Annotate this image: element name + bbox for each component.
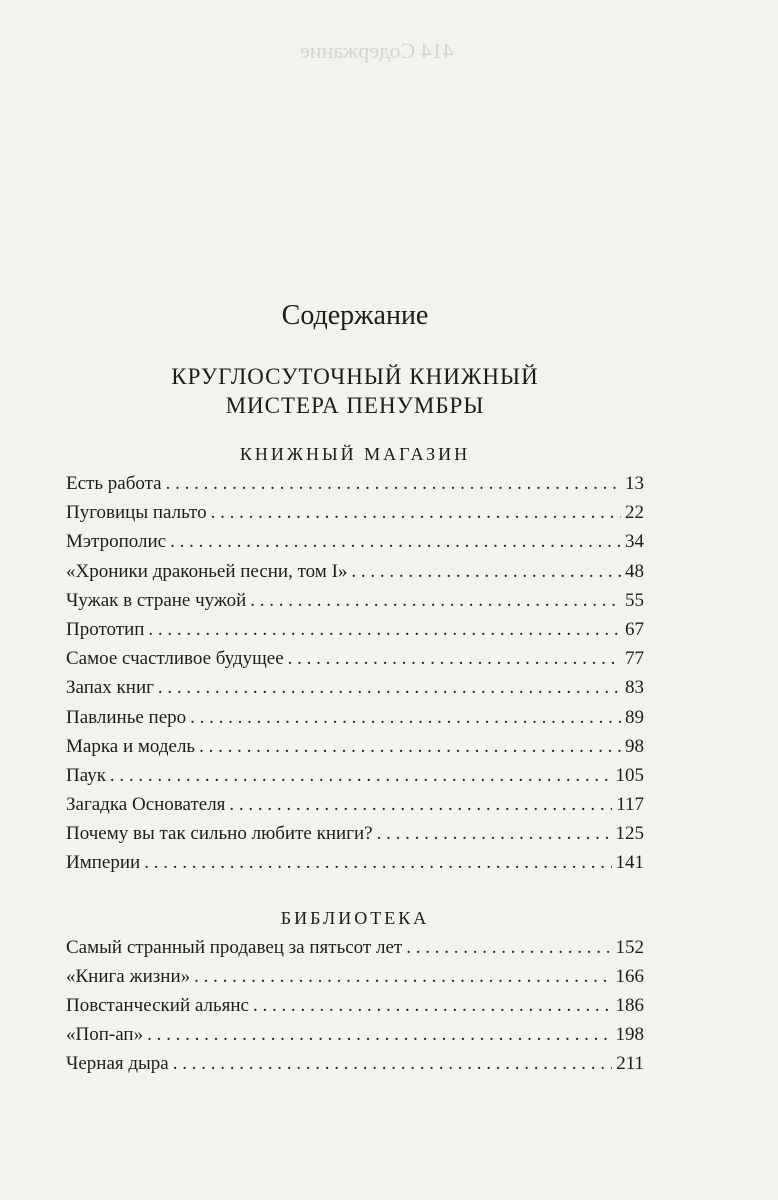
toc-entry-page-number: 166: [615, 965, 644, 987]
toc-entry-page-number: 34: [625, 531, 644, 553]
toc-list-library: [66, 937, 644, 1083]
toc-entry: [66, 707, 644, 736]
dot-leader: [288, 648, 621, 670]
toc-entry-label: Самое счастливое будущее: [66, 648, 284, 670]
toc-entry-label: Запах книг: [66, 677, 154, 699]
toc-entry-page-number: 77: [625, 648, 644, 670]
toc-entry: [66, 677, 644, 706]
dot-leader: [170, 531, 621, 553]
toc-entry-label: Империи: [66, 852, 141, 874]
toc-entry: [66, 619, 644, 648]
dot-leader: [377, 823, 612, 845]
toc-entry-label: Марка и модель: [66, 735, 196, 757]
book-title-line-2: МИСТЕРА ПЕНУМБРЫ: [225, 393, 485, 418]
book-title-line-1: КРУГЛОСУТОЧНЫЙ КНИЖНЫЙ: [171, 364, 539, 389]
toc-entry-page-number: 141: [615, 852, 644, 874]
toc-entry-label: Повстанческий альянс: [66, 995, 249, 1016]
dot-leader: [166, 473, 621, 495]
toc-entry: [66, 1053, 644, 1082]
dot-leader: [190, 707, 621, 729]
toc-entry-page-number: 67: [625, 618, 644, 640]
dot-leader: [211, 502, 621, 524]
toc-entry-page-number: 211: [616, 1053, 644, 1075]
toc-entry-label: Есть работа: [66, 473, 162, 494]
dot-leader: [199, 736, 621, 758]
toc-entry-label: Прототип: [66, 618, 145, 640]
toc-entry: [66, 823, 644, 852]
toc-entry-label: Павлинье перо: [66, 706, 187, 728]
toc-entry-label: Чужак в стране чужой: [66, 589, 247, 611]
dot-leader: [406, 937, 611, 959]
toc-entry: [66, 473, 644, 502]
bleed-through-header: 414 Содержание: [300, 38, 454, 63]
toc-page: [66, 300, 644, 1083]
dot-leader: [148, 619, 621, 641]
toc-entry: [66, 502, 644, 531]
toc-entry-page-number: 89: [625, 706, 644, 728]
toc-entry: [66, 648, 644, 677]
toc-entry-page-number: 55: [625, 589, 644, 611]
dot-leader: [229, 794, 612, 816]
toc-entry: [66, 966, 644, 995]
toc-entry: [66, 590, 644, 619]
page-title: Содержание: [281, 300, 429, 331]
toc-entry: [66, 561, 644, 590]
toc-entry-page-number: 125: [615, 823, 644, 845]
toc-list-bookstore: [66, 473, 644, 882]
toc-entry-page-number: 152: [615, 936, 644, 958]
toc-entry-label: «Книга жизни»: [66, 965, 191, 987]
toc-entry: [66, 852, 644, 881]
dot-leader: [194, 966, 611, 988]
book-title: [66, 362, 644, 420]
toc-entry-label: Почему вы так сильно любите книги?: [66, 823, 373, 845]
dot-leader: [351, 561, 621, 583]
toc-entry-page-number: 48: [625, 560, 644, 582]
toc-entry-page-number: 117: [616, 794, 644, 816]
dot-leader: [110, 765, 612, 787]
toc-entry-label: «Хроники драконьей песни, том I»: [66, 560, 348, 582]
toc-entry-label: Самый странный продавец за пятьсот лет: [66, 936, 403, 958]
toc-entry-page-number: 13: [625, 473, 644, 494]
toc-entry-page-number: 198: [615, 1024, 644, 1046]
toc-entry: [66, 937, 644, 966]
toc-entry-label: Пуговицы пальто: [66, 502, 207, 524]
toc-entry-page-number: 22: [625, 502, 644, 524]
dot-leader: [144, 852, 611, 874]
toc-entry-page-number: 83: [625, 677, 644, 699]
toc-entry-page-number: 98: [625, 735, 644, 757]
toc-entry: [66, 531, 644, 560]
dot-leader: [250, 590, 621, 612]
toc-entry-label: Паук: [66, 764, 106, 786]
dot-leader: [147, 1024, 611, 1046]
toc-entry-label: Мэтрополис: [66, 531, 167, 553]
toc-entry: [66, 794, 644, 823]
dot-leader: [253, 995, 612, 1017]
part-title-library: БИБЛИОТЕКА: [280, 907, 430, 928]
toc-entry: [66, 736, 644, 765]
toc-entry-label: Загадка Основателя: [66, 794, 226, 816]
part-title-bookstore: КНИЖНЫЙ МАГАЗИН: [239, 444, 471, 464]
dot-leader: [158, 677, 621, 699]
toc-entry-label: Черная дыра: [66, 1053, 169, 1075]
dot-leader: [173, 1053, 612, 1075]
toc-entry: [66, 995, 644, 1024]
toc-entry-page-number: 186: [615, 995, 644, 1016]
toc-entry: [66, 1024, 644, 1053]
toc-entry: [66, 765, 644, 794]
toc-entry-page-number: 105: [615, 764, 644, 786]
toc-entry-label: «Поп-ап»: [66, 1024, 144, 1046]
